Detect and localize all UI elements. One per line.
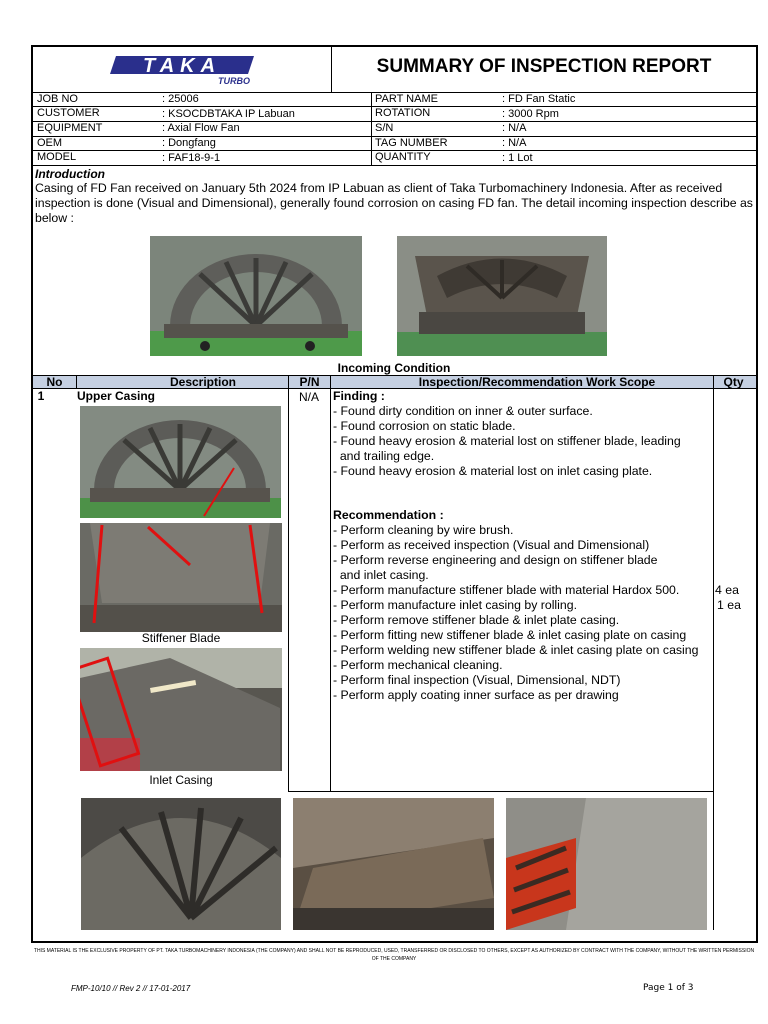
row-description: Upper Casing: [77, 389, 156, 403]
row-pn: N/A: [298, 390, 319, 404]
recommendation-item: - Perform welding new stiffener blade & inlet casing plate on casing: [333, 643, 699, 657]
sn-label: S/N: [375, 122, 394, 134]
recommendation-item: - Perform cleaning by wire brush.: [333, 523, 514, 537]
col-scope: Inspection/Recommendation Work Scope: [418, 375, 656, 389]
table-row-line: [288, 791, 713, 792]
recommendation-item: - Perform final inspection (Visual, Dimensional, NDT): [333, 673, 621, 687]
page-title: SUMMARY OF INSPECTION REPORT: [376, 56, 712, 77]
equipment-value: : Axial Flow Fan: [162, 122, 240, 134]
quantity-value: : 1 Lot: [502, 152, 533, 164]
col-no: No: [46, 375, 63, 389]
table-col-line: [76, 375, 77, 389]
quantity-label: QUANTITY: [375, 151, 431, 163]
photo-stiffener-blade: [80, 523, 282, 632]
rotation-label: ROTATION: [375, 107, 431, 119]
finding-item: - Found corrosion on static blade.: [333, 419, 516, 433]
photo-casing-top: [397, 236, 607, 356]
finding-item: - Found heavy erosion & material lost on stiffener blade, leading: [333, 434, 681, 448]
table-col-line: [713, 375, 714, 930]
photo-casing-front: [150, 236, 362, 356]
finding-item: - Found dirty condition on inner & outer surface.: [333, 404, 593, 418]
row-no: 1: [37, 389, 45, 403]
recommendation-item: - Perform fitting new stiffener blade & inlet casing plate on casing: [333, 628, 687, 642]
photo-casing-interior: [506, 798, 707, 930]
introduction-text: Casing of FD Fan received on January 5th 2024 from IP Labuan as client of Taka Turbomachinery Indonesia. After as received inspection is done (Visual and Dimensional), generally found corrosion on casing FD fan. The detail incoming inspection describe as below :: [35, 181, 753, 225]
model-value: : FAF18-9-1: [162, 152, 221, 164]
recommendation-item: - Perform manufacture stiffener blade with material Hardox 500.: [333, 583, 680, 597]
recommendation-item: - Perform manufacture inlet casing by rolling.: [333, 598, 577, 612]
oem-label: OEM: [37, 137, 63, 149]
introduction-heading: Introduction: [35, 167, 105, 181]
part-name-value: : FD Fan Static: [502, 93, 576, 105]
equipment-label: EQUIPMENT: [37, 122, 103, 134]
recommendation-heading: Recommendation :: [333, 508, 444, 522]
finding-heading: Finding :: [333, 389, 385, 403]
incoming-condition-title: Incoming Condition: [337, 361, 451, 375]
info-line: [33, 165, 756, 166]
form-number: FMP-10/10 // Rev 2 // 17-01-2017: [71, 984, 191, 993]
finding-item: - Found heavy erosion & material lost on inlet casing plate.: [333, 464, 653, 478]
confidentiality-notice: THIS MATERIAL IS THE EXCLUSIVE PROPERTY OF PT. TAKA TURBOMACHINERY INDONESIA (THE COMPANY) AND SHALL NOT BE REPRODUCED, USED, TRANSFERRED OR DISCLOSED TO OTHERS, EXCEPT AS AUTHORIZED BY CONTRACT WITH THE COMPANY, WITHOUT THE WRITTEN PERMISSION OF THE COMPANY: [33, 948, 755, 962]
recommendation-item: - Perform remove stiffener blade & inlet plate casing.: [333, 613, 620, 627]
rotation-value: : 3000 Rpm: [502, 108, 559, 120]
qty-stiffener: 4 ea: [715, 583, 739, 597]
sn-value: : N/A: [502, 122, 527, 134]
inspection-table-header: [33, 375, 756, 389]
photo-upper-casing: [80, 406, 281, 518]
recommendation-item: - Perform reverse engineering and design on stiffener blade: [333, 553, 658, 567]
table-col-line: [288, 375, 289, 791]
col-description: Description: [169, 375, 236, 389]
col-qty: Qty: [723, 375, 744, 389]
part-name-label: PART NAME: [375, 93, 438, 105]
svg-text:TURBO: TURBO: [218, 76, 250, 86]
page-number: Page 1 of 3: [643, 983, 694, 993]
table-col-line: [330, 375, 331, 791]
recommendation-item: and inlet casing.: [333, 568, 429, 582]
customer-value: : KSOCDBTAKA IP Labuan: [162, 108, 295, 120]
caption-stiffener-blade: Stiffener Blade: [141, 631, 221, 645]
info-mid-divider: [371, 92, 372, 165]
photo-inlet-casing: [80, 648, 282, 771]
recommendation-item: - Perform apply coating inner surface as per drawing: [333, 688, 619, 702]
tag-number-value: : N/A: [502, 137, 527, 149]
photo-inlet-plate: [293, 798, 494, 930]
recommendation-item: - Perform as received inspection (Visual and Dimensional): [333, 538, 650, 552]
recommendation-item: - Perform mechanical cleaning.: [333, 658, 503, 672]
job-no-value: : 25006: [162, 93, 199, 105]
caption-inlet-casing: Inlet Casing: [149, 773, 213, 787]
header-divider: [331, 47, 332, 92]
photo-blades-inner: [81, 798, 281, 930]
customer-label: CUSTOMER: [37, 107, 100, 119]
svg-text:TAKA: TAKA: [142, 55, 222, 77]
finding-item: and trailing edge.: [333, 449, 435, 463]
tag-number-label: TAG NUMBER: [375, 137, 448, 149]
info-line: [33, 121, 756, 122]
oem-value: : Dongfang: [162, 137, 216, 149]
model-label: MODEL: [37, 151, 77, 163]
company-logo: [110, 52, 258, 86]
col-pn: P/N: [299, 375, 320, 389]
qty-inlet: 1 ea: [717, 598, 741, 612]
job-no-label: JOB NO: [37, 93, 78, 105]
